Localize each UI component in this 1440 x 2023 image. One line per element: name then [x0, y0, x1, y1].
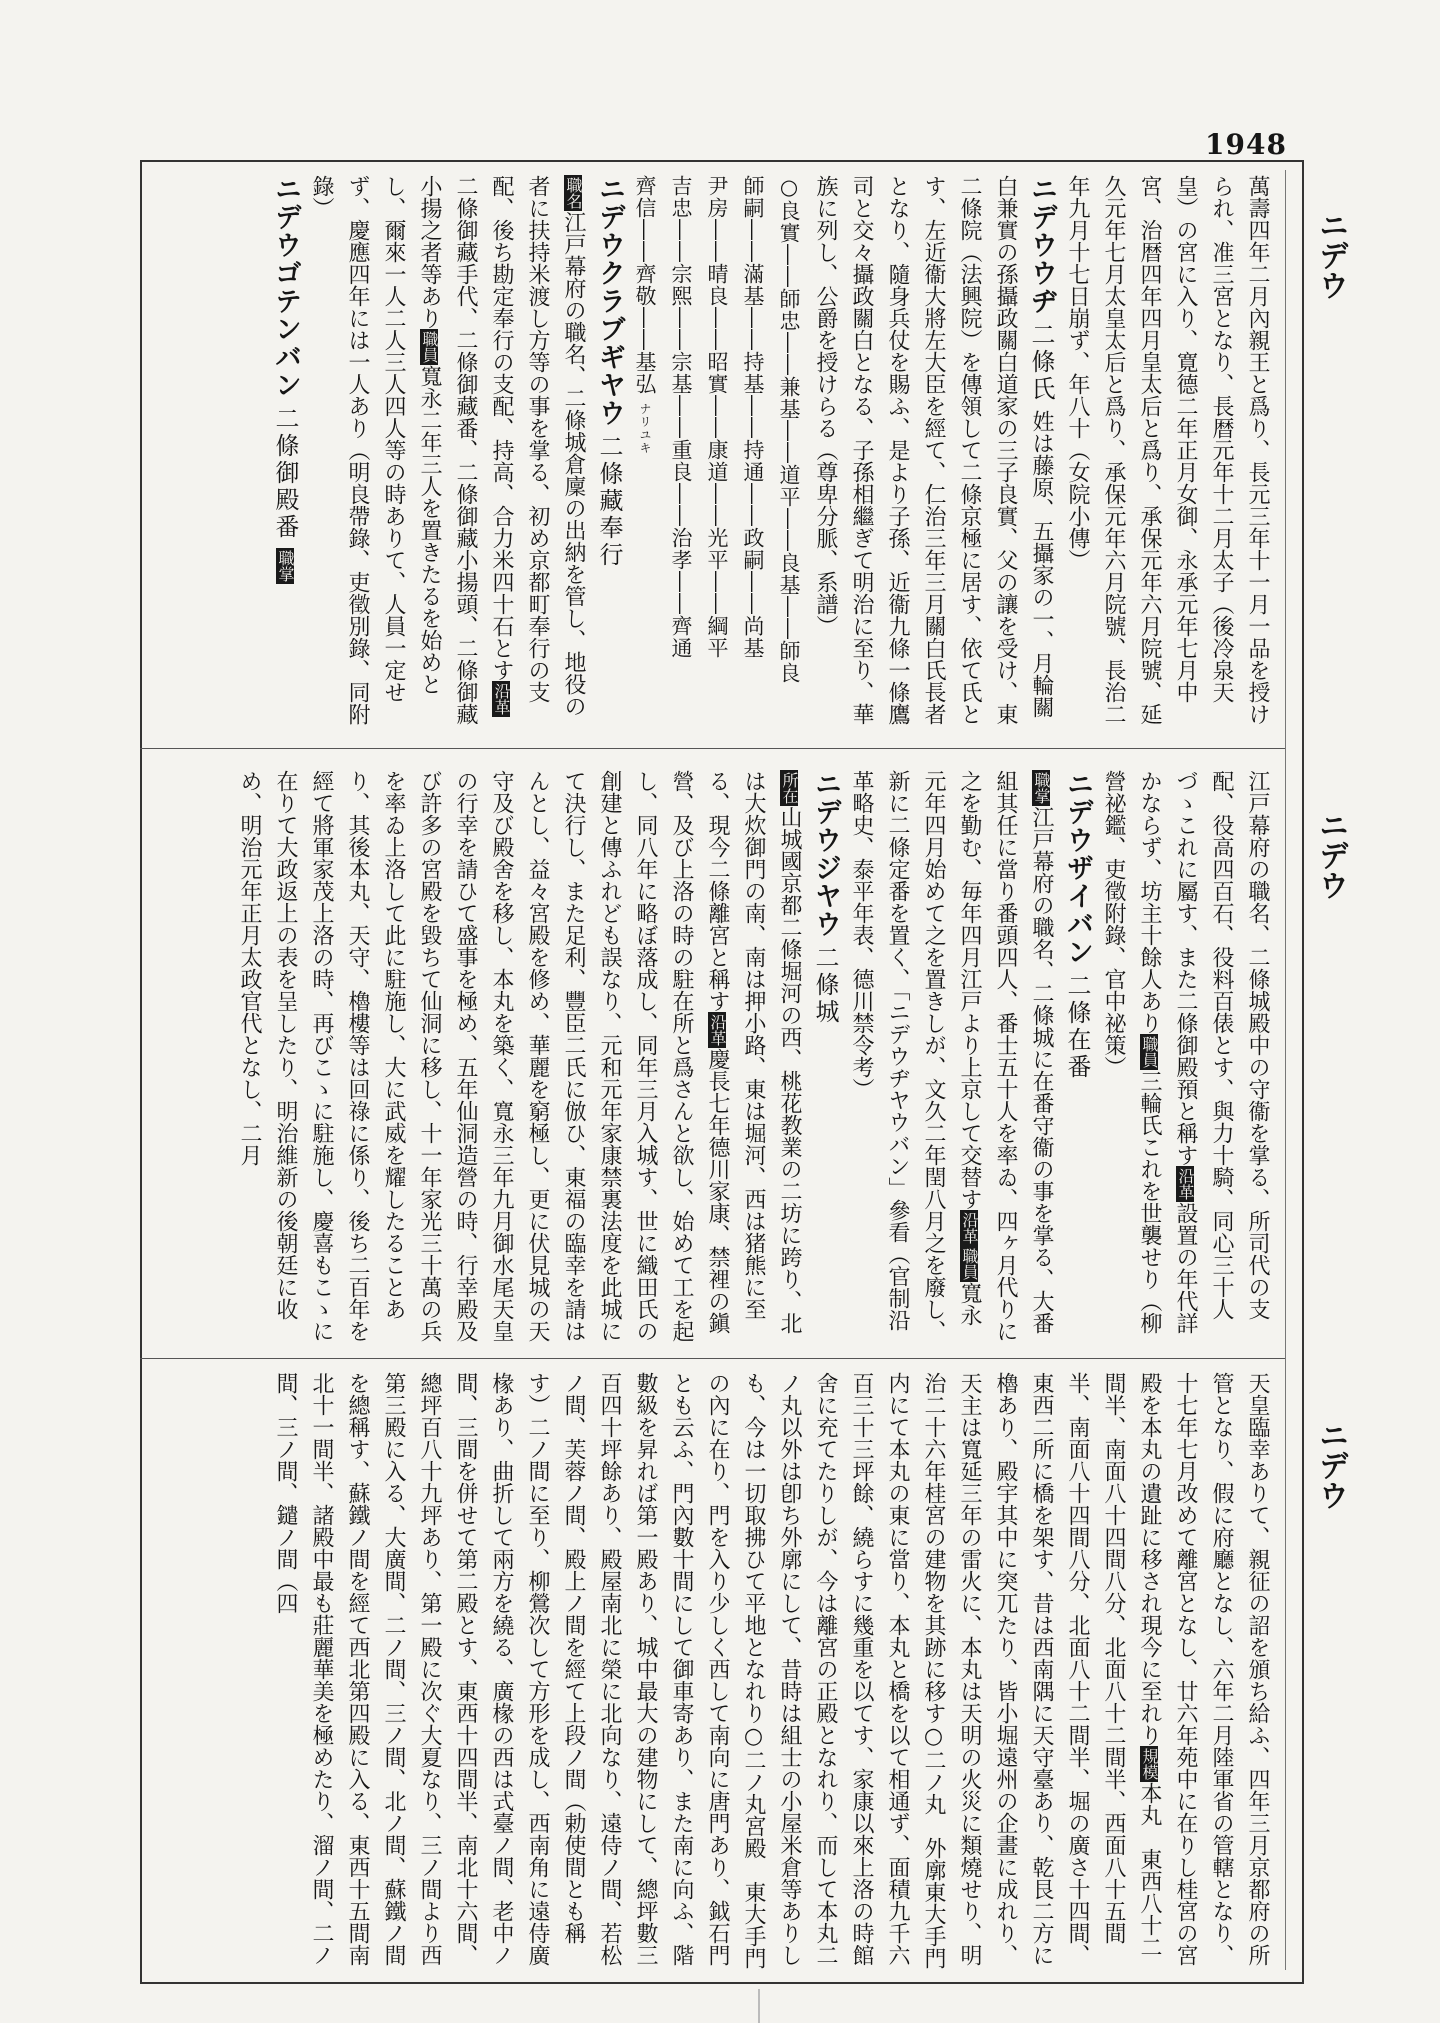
- entry-title: ニデウゴテンバン: [270, 175, 301, 399]
- entry-body: 寬永二年三人を置きたるを始めとし、爾來一人二人三人四人等の時ありて、人員一定せず、慶應四年には一人あり（明良帶錄、吏徵別錄、同附錄）: [309, 175, 442, 725]
- label-badge: 職員: [1140, 1036, 1159, 1068]
- label-badge: 沿革: [492, 683, 511, 715]
- genealogy-line-5: [627, 175, 663, 735]
- label-badge: 所在: [780, 772, 799, 804]
- body-text: 本丸 東西八十二間半、南面八十四間八分、北面八十二間半、西面八十五間半、南面八十四間八分、北面八十二間半、堀の廣さ十四間、東西二所に橋を架す、昔は西南隅に天守臺あり、乾艮二方に櫓あり、殿宇其中に突兀たり、皆小堀遠州の企畫に成れり、天主は寬延三年の雷火に、本丸は天明の火災に類燒せり、明治二十六年桂宮の建物を其跡に移す○二ノ丸 外廓東大手門内にて本丸の東に當り、本丸と橋を以て相通ず、面積九千六百三十三坪餘、繞らすに幾重を以てす、家康以來上洛の時館舍に充てたりしが、今は離宮の正殿となれり、而して本丸二ノ丸以外は卽ち外廓にして、昔時は組士の小屋米倉等ありしも、今は一切取拂ひて平地となれり○二ノ丸宮殿 東大手門の內に在り、門を入り少しく西して南向に唐門あり、鉞石門とも云ふ、門內數十間にして御車寄あり、また南に向ふ、階數級を昇れば第一殿あり、城中最大の建物にして、總坪數三百四十坪餘あり、殿屋南北に榮に北向なり、遠侍ノ間、若松ノ間、芙蓉ノ間、殿上ノ間を經て上段ノ間（勅使間とも稱す）二ノ間に至り、柳鶯次して方形を成し、西南角に遠侍廣椽あり、曲折して兩方を繞る、廣椽の西は式臺ノ間、老中ノ間、三間を併せて第二殿とす、東西十四間半、南北十六間、總坪百八十九坪あり、第一殿に次ぐ大夏なり、三ノ間より西第三殿に入る、大廣間、二ノ間、三ノ間、北ノ間、蘇鐵ノ間を總稱す、蘇鐵ノ間を經て西北第四殿に入る、東西十五間南北十一間半、諸殿中最も莊麗華美を極めたり、溜ノ間、二ノ間、三ノ間、鑓ノ間（四: [273, 1372, 1162, 1969]
- entry-body: 江戸幕府の職名、二條城に在番守衞の事を掌る、大番組其任に當り番頭四人、番士五十人を率ゐ、四ヶ月代りに之を勤む、毎年四月江戸より上京して交替す: [957, 770, 1054, 1342]
- label-badge: 職掌: [276, 550, 295, 582]
- genealogy-line-5-text: 齊信――齊敬――基弘: [633, 175, 657, 395]
- genealogy-line-1: ○良實――師忠――兼基――道平――良基――師良: [777, 175, 801, 684]
- label-badge: 沿革: [708, 1014, 727, 1046]
- entry-title: ニデウウヂ: [1026, 175, 1057, 315]
- entry-subtitle: 二條在番: [1063, 973, 1091, 1081]
- entry-body: 山城國京都二條堀河の西、桃花教業の二坊に跨り、北は大炊御門の南、南は押小路、東は堀河、西は猪熊に至る、現今二條離宮と稱す: [705, 770, 802, 1334]
- entry-subtitle: 二條御殿番: [271, 406, 299, 541]
- running-header-bottom: ニデウ: [1313, 1420, 1348, 1510]
- entry-body: 慶長七年德川家康、禁裡の鎭營、及び上洛の時の駐在所と爲さんと欲し、始めて工を起し、同八年に略ぼ落成し、同年三月入城す、世に織田氏の創建と傳ふれども誤なり、元和元年家康禁裏法度を此城にて決行し、また足利、豐臣二氏に倣ひ、東福の臨幸を請はんとし、益々宮殿を修め、華麗を窮極し、更に伏見城の天守及び殿舍を移し、本丸を築く、寬永三年九月御水尾天皇の行幸を請ひて盛事を極め、五年仙洞造營の時、行幸殿及び許多の宮殿を毀ちて仙洞に移し、十一年家光三十萬の兵を率ゐ上洛して此に駐施し、大に武威を耀したることあり、其後本丸、天守、櫓樓等は回祿に係り、後ち二百年を經て將軍家茂上洛の時、再びこゝに駐施し、慶喜もこゝに在りて大政返上の表を呈したり、明治維新の後朝廷に收め、明治元年正月太政官代となし、二月: [237, 770, 730, 1342]
- genealogy-line-2: 師嗣――滿基――持基――持通――政嗣――尚基: [741, 175, 765, 659]
- entry-title: ニデウジヤウ: [810, 770, 841, 938]
- entry-subtitle: 二條氏: [1027, 322, 1055, 403]
- label-badge: 職掌: [1032, 772, 1051, 804]
- entry-body: 江戸幕府の職名、二條城倉廩の出納を管し、地役の者に扶持米渡し方等の事を掌る、初め京都町奉行の支配、後ち勘定奉行の支配、持高、合力米四十石とす: [489, 175, 586, 717]
- genealogy-line-4: 吉忠――宗熙――宗基――重良――治孝――齊通: [669, 175, 693, 659]
- label-badge: 沿革: [1176, 1168, 1195, 1200]
- intro-text: 三輪氏これを世襲せり（柳營祕鑑、吏徵附錄、官中祕策）: [1101, 770, 1162, 1334]
- intro-text: 江戸幕府の職名、二條城殿中の守衞を掌る、所司代の支配、役高四百石、役料百俵とす、與力十騎、同心三十人づゝこれに屬す、また二條御殿預と稱す: [1173, 770, 1270, 1320]
- entry-title: ニデウクラブギヤウ: [594, 175, 625, 427]
- page-number: 1948: [1205, 128, 1287, 161]
- label-badge: 職員: [960, 1248, 979, 1280]
- entry-body: 寬永元年四月始めて之を置きしが、文久二年閏八月之を廢し、新に二條定番を置く、「ニデウヂヤウバン」參看（官制沿革略史、泰平年表、德川禁令考）: [849, 770, 982, 1342]
- section-divider-2: [140, 1358, 1285, 1359]
- entry-body: 二條御藏手代、二條御藏番、二條御藏小揚頭、二條御藏小揚之者等あり: [417, 175, 478, 725]
- intro-text: 萬壽四年二月內親王と爲り、長元三年十一月一品を授けられ、准三宮となり、長暦元年十二月太子（後冷泉天皇）の宮に入り、寛德二年正月女御、永承元年七月中宮、治暦四年四月皇太后と爲り、承保元年六月院號、延久元年七月太皇太后と爲り、承保元年六月院號、長治二年九月十七日崩ず、年八十（女院小傳）: [1065, 175, 1270, 725]
- running-header-top: ニデウ: [1313, 210, 1348, 300]
- top-section: [150, 175, 1275, 735]
- bottom-section: [150, 1372, 1275, 1970]
- entry-title: ニデウザイバン: [1062, 770, 1093, 966]
- label-badge: 職名: [564, 177, 583, 209]
- label-badge: 沿革: [960, 1212, 979, 1244]
- section-divider-1: [140, 748, 1285, 749]
- gutter-divider: [1285, 170, 1286, 1970]
- genealogy-line-3: 尹房――晴良――昭實――康道――光平――綱平: [705, 175, 729, 659]
- running-header-middle: ニデウ: [1313, 810, 1348, 900]
- entry-body: 姓は藤原、五攝家の一、月輪關白兼實の孫攝政關白道家の三子良實、父の讓を受け、東二條院（法興院）を傳領して二條京極に居す、依て氏とす、左近衞大將左大臣を經て、仁治三年三月關白氏長者となり、隨身兵仗を賜ふ、是より子孫、近衞九條一條鷹司と交々攝政關白となる、子孫相繼ぎて明治に至り、華族に列し、公爵を授けらる（尊卑分脈、系譜）: [813, 175, 1054, 725]
- entry-subtitle: 二條藏奉行: [595, 434, 623, 569]
- label-badge: 規模: [1140, 1748, 1159, 1780]
- intro-text: 設置の年代詳かならず、坊主十餘人あり: [1137, 770, 1198, 1334]
- label-badge: 職員: [420, 331, 439, 363]
- body-text: 天皇臨幸ありて、親征の詔を頒ち給ふ、四年三月京都府の所管となり、假に府廳となし、六年二月陸軍省の管轄となり、十七年七月改めて離宮となし、廿六年苑中に在りし桂宮の宮殿を本丸の遺趾に移され現今に至れり: [1137, 1372, 1270, 1966]
- binding-mark: [758, 1989, 760, 2023]
- ruby-text: ナリユキ: [638, 402, 652, 455]
- middle-section: [150, 770, 1275, 1345]
- entry-subtitle: 二條城: [811, 945, 839, 1026]
